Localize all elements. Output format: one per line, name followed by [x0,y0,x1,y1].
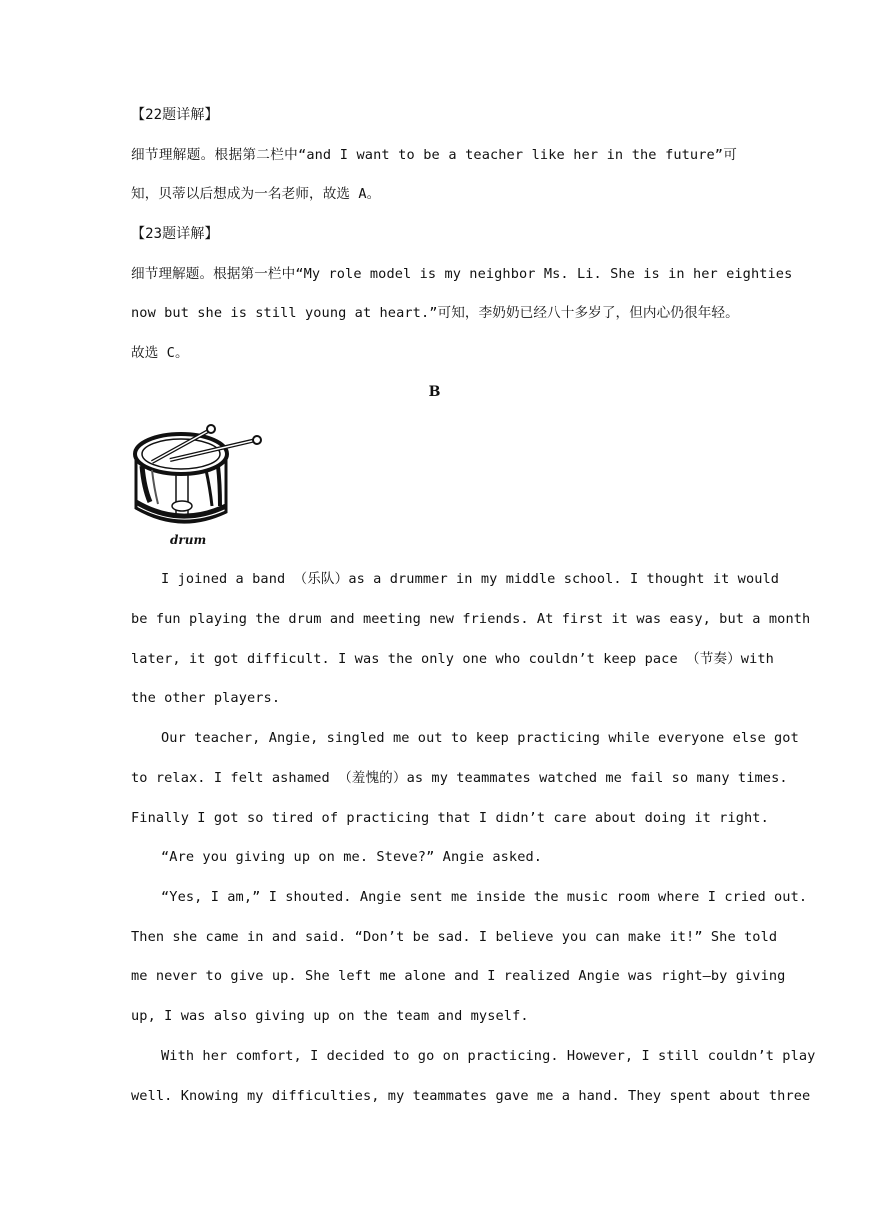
passage-line-14: well. Knowing my difficulties, my teammates gave me a hand. They spent about three [131,1088,811,1104]
section-title: B [428,384,441,400]
passage-line-13: With her comfort, I decided to go on practicing. However, I still couldn’t play [161,1048,816,1064]
q23-heading: 【23题详解】 [131,226,219,242]
q23-line-1: 细节理解题。根据第一栏中“My role model is my neighbor Ms. Li. She is in her eighties [131,266,793,282]
passage-line-5: Our teacher, Angie, singled me out to keep practicing while everyone else got [161,730,799,746]
passage-line-8: “Are you giving up on me. Steve?” Angie asked. [161,849,543,865]
passage-line-11: me never to give up. She left me alone and I realized Angie was right—by giving [131,968,786,984]
passage-line-3: later, it got difficult. I was the only one who couldn’t keep pace （节奏）with [131,651,774,667]
drum-caption: drum [170,533,207,547]
passage-line-12: up, I was also giving up on the team and myself. [131,1008,529,1024]
passage-line-1: I joined a band （乐队）as a drummer in my middle school. I thought it would [161,571,780,587]
q23-line-2: now but she is still young at heart.”可知，李奶奶已经八十多岁了，但内心仍很年轻。 [131,305,739,321]
q22-line-1: 细节理解题。根据第二栏中“and I want to be a teacher like her in the future”可 [131,147,737,163]
q22-heading: 【22题详解】 [131,107,219,123]
passage-line-6: to relax. I felt ashamed （羞愧的）as my teammates watched me fail so many times. [131,770,788,786]
passage-line-4: the other players. [131,690,281,706]
q23-line-3: 故选 C。 [131,345,189,361]
passage-line-10: Then she came in and said. “Don’t be sad. I believe you can make it!” She told [131,929,778,945]
drum-illustration-icon [130,422,262,534]
passage-line-9: “Yes, I am,” I shouted. Angie sent me inside the music room where I cried out. [161,889,808,905]
passage-line-2: be fun playing the drum and meeting new friends. At first it was easy, but a month [131,611,811,627]
passage-line-7: Finally I got so tired of practicing that I didn’t care about doing it right. [131,810,769,826]
q22-line-2: 知，贝蒂以后想成为一名老师，故选 A。 [131,186,381,202]
